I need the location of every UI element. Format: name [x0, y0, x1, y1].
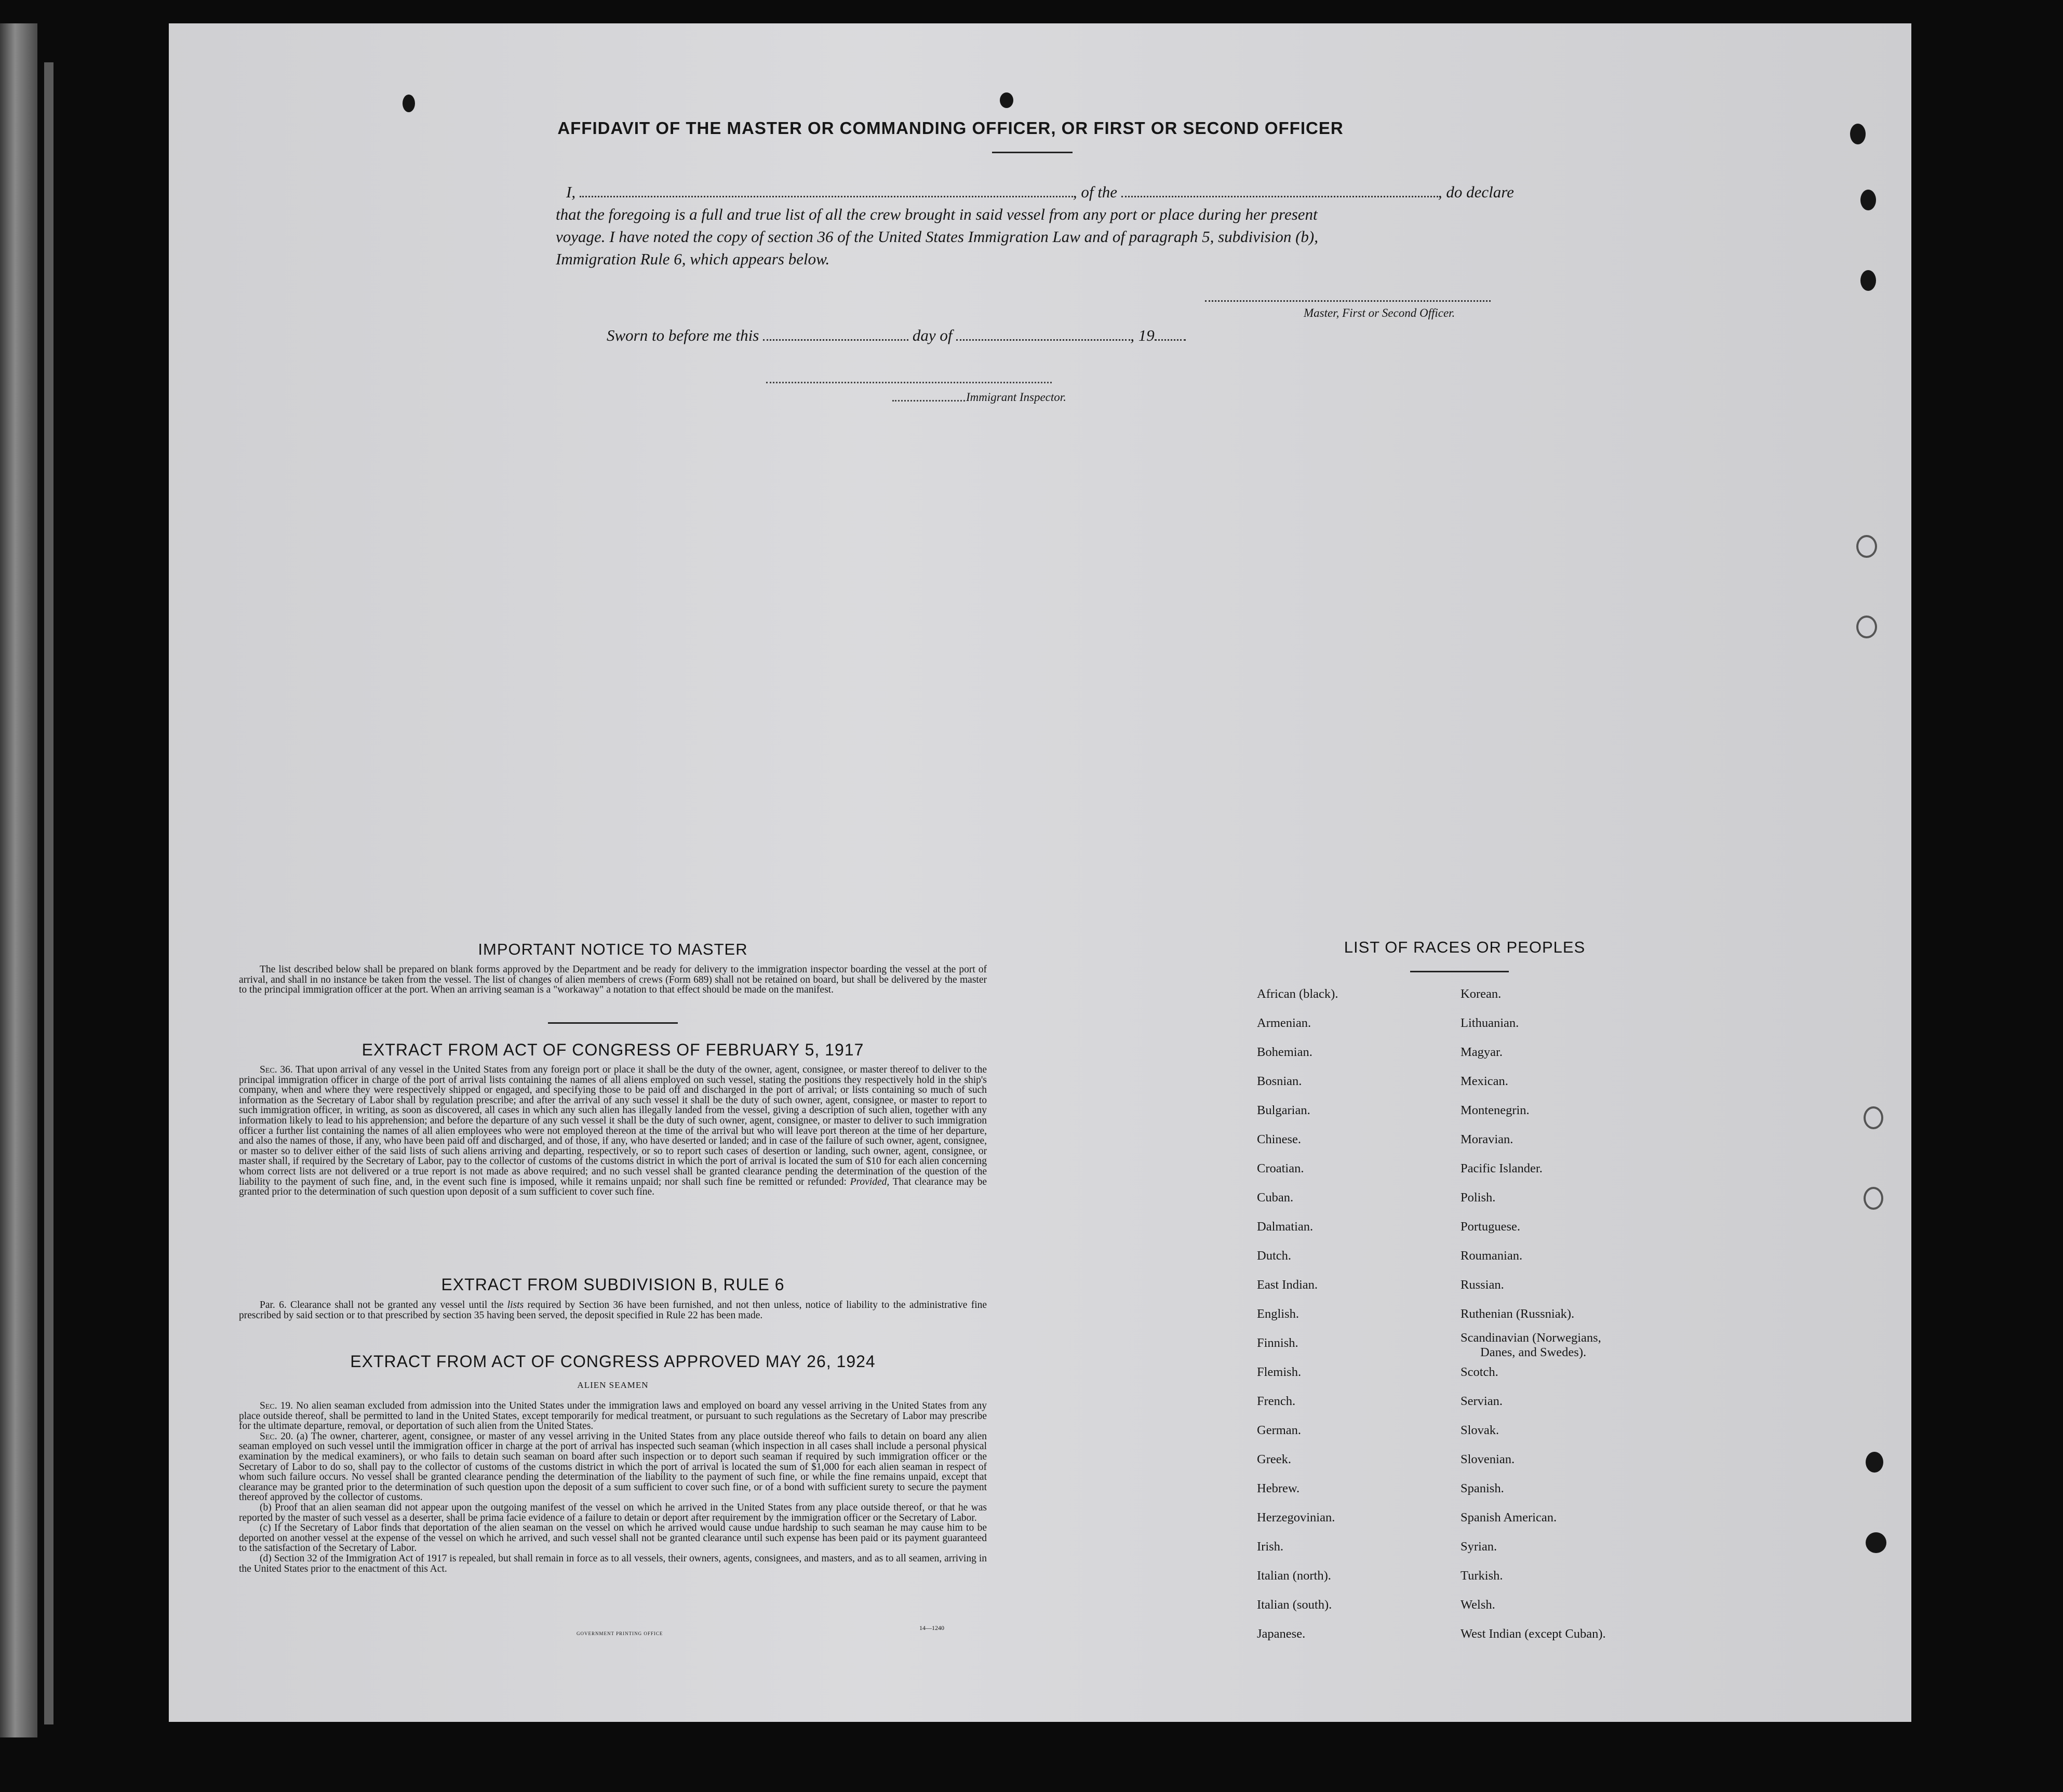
race-item: Spanish American.	[1461, 1510, 1557, 1524]
punch-hole	[1860, 270, 1876, 291]
punch-hole	[403, 95, 415, 112]
sworn-day-blank	[763, 337, 908, 341]
sec-19-label: Sec. 19.	[260, 1400, 293, 1411]
race-item: Portuguese.	[1461, 1220, 1520, 1234]
sworn-prefix: Sworn to before me this	[607, 326, 759, 344]
extract-rule6-body	[239, 1300, 987, 1320]
printing-office-imprint: GOVERNMENT PRINTING OFFICE	[577, 1631, 663, 1636]
inspector-label: Immigrant Inspector.	[966, 391, 1066, 404]
title-rule	[992, 152, 1073, 153]
race-item: Bulgarian.	[1257, 1103, 1310, 1117]
punch-hole	[1856, 535, 1877, 558]
race-item: Finnish.	[1257, 1336, 1298, 1350]
race-item: West Indian (except Cuban).	[1461, 1627, 1606, 1641]
notice-title: IMPORTANT NOTICE TO MASTER	[478, 940, 748, 958]
race-item: Irish.	[1257, 1540, 1284, 1554]
form-code: 14—1240	[919, 1624, 944, 1631]
punch-hole	[1856, 616, 1877, 638]
race-item: Scandinavian (Norwegians,	[1461, 1331, 1601, 1345]
extract-1917-title: EXTRACT FROM ACT OF CONGRESS OF FEBRUARY 5, 1917	[361, 1040, 864, 1059]
sec-19-text: No alien seaman excluded from admission into the United States under the immigration laws and employed on board any vessel arriving in the United States from any place outside thereof, shall be permitted to land in the United States, except temporarily for medical treatment, or pursuant to such regulations as the Secretary of Labor may prescribe for the ultimate departure, removal, or deportation of such alien from the United States.	[239, 1400, 987, 1432]
race-item: Turkish.	[1461, 1569, 1503, 1583]
race-item: English.	[1257, 1307, 1299, 1321]
race-item: Montenegrin.	[1461, 1103, 1530, 1117]
extract-1917-body	[239, 1065, 987, 1197]
race-item: Greek.	[1257, 1452, 1291, 1466]
sec-20c-text: (c) If the Secretary of Labor finds that deportation of the alien seaman on the vessel on which he arrived would cause undue hardship to such seaman he may cause him to be deported on another vessel at the expense of the vessel on which he arrived, and such vessel shall not be granted clearance until such expense has been paid or its payment guaranteed to the satisfaction of the Secretary of Labor.	[239, 1522, 987, 1554]
extract-rule6-title: EXTRACT FROM SUBDIVISION B, RULE 6	[441, 1275, 785, 1294]
race-item: Herzegovinian.	[1257, 1510, 1335, 1524]
race-item: Italian (south).	[1257, 1598, 1332, 1612]
sec-20b-text: (b) Proof that an alien seaman did not appear upon the outgoing manifest of the vessel on which he arrived in the United States from any place outside thereof, or that he was reported by the master of such vessel as a deserter, shall be prima facie evidence of a failure to detain or deport after requirement by the immigration officer or the Secretary of Labor.	[239, 1502, 987, 1523]
race-item: East Indian.	[1257, 1278, 1318, 1292]
rule6-lists: lists	[507, 1300, 524, 1310]
section-rule	[548, 1022, 678, 1024]
race-item: Slovak.	[1461, 1423, 1499, 1437]
master-signature-line	[1205, 300, 1491, 302]
sworn-day-of: day of	[912, 326, 953, 344]
race-item: Scotch.	[1461, 1365, 1498, 1379]
page-left-edge	[0, 23, 37, 1737]
sec-20-label: Sec. 20.	[260, 1430, 293, 1442]
punch-hole	[1850, 124, 1866, 144]
rule6-text-b: required by Section 36 have been furnished, and not then unless, notice of liability to the administrative fine prescribed by said section or to that prescribed by section 35 having been served, the deposit specified in Rule 22 has been made.	[239, 1300, 987, 1321]
race-item: French.	[1257, 1394, 1296, 1408]
race-item: Dutch.	[1257, 1249, 1291, 1263]
race-item: Mexican.	[1461, 1074, 1508, 1088]
race-item: Welsh.	[1461, 1598, 1495, 1612]
punch-hole	[1864, 1106, 1883, 1129]
affidavit-i: I,	[566, 183, 576, 201]
race-item: Magyar.	[1461, 1045, 1503, 1059]
affidavit-declaration-line	[566, 183, 1514, 202]
race-item: Dalmatian.	[1257, 1220, 1314, 1234]
rule6-text-a: Par. 6. Clearance shall not be granted any vessel until the	[260, 1300, 504, 1310]
race-item: Pacific Islander.	[1461, 1161, 1543, 1175]
affidavit-line-2: that the foregoing is a full and true list of all the crew brought in said vessel from any port or place during her present	[556, 205, 1318, 223]
race-item: Ruthenian (Russniak).	[1461, 1307, 1575, 1321]
race-item: Lithuanian.	[1461, 1016, 1519, 1030]
race-item: Korean.	[1461, 987, 1502, 1001]
race-item: Moravian.	[1461, 1132, 1513, 1146]
inspector-leader-dots	[892, 400, 965, 402]
notice-paragraph: The list described below shall be prepared on blank forms approved by the Department and be ready for delivery to the immigration inspector boarding the vessel at the port of arrival, and shall in no instance be taken from the vessel. The list of changes of alien members of crews (Form 689) shall not be retained on board, but shall be delivered by the master to the principal immigration officer at the port. When an arriving seaman is a "workaway" a notation to that effect should be made on the manifest.	[239, 964, 987, 996]
sec-36-label: Sec. 36.	[260, 1064, 293, 1075]
sec-36-text: That upon arrival of any vessel in the United States from any foreign port or place it shall be the duty of the owner, agent, consignee, or master thereof to deliver to the principal immigration officer in charge of the port of arrival lists containing the names of all aliens employed on such vessel, stating the positions they respectively hold in the ship's company, when and where they were respectively shipped or engaged, and specifying those to be paid off and discharged in the port of arrival; or lists containing so much of such information as the Secretary of Labor shall by regulation prescribe; and after the arrival of any such vessel it shall be the duty of such owner, agent, consignee, or master to report to such immigration officer, in writing, as soon as discovered, all cases in which any such alien has illegally landed from the vessel, giving a description of such alien, together with any information likely to lead to his apprehension; and before the departure of any such vessel it shall be the duty of such owner, agent, consignee, or master to deliver to such immigration officer a further list containing the names of all alien employees who were not employed thereon at the time of the arrival but who will leave port thereon at the time of her departure, and also the names of those, if any, who have been paid off and discharged, and of those, if any, who have deserted or landed; and in case of the failure of such owner, agent, consignee, or master so to deliver either of the said lists of such aliens arriving and departing, respectively, or so to report such cases of desertion or landing, such owner, agent, consignee, or master shall, if required by the Secretary of Labor, pay to the collector of customs of the customs district in which the port of arrival is located the sum of $10 for each alien concerning whom correct lists are not delivered or a true report is not made as above required; and no such vessel shall be granted clearance pending the determination of the question of the liability to the payment of such fine, and, in the event such fine is imposed, while it remains unpaid; nor shall such fine be remitted or refunded:	[239, 1064, 987, 1187]
punch-hole	[1000, 92, 1013, 108]
race-item: Roumanian.	[1461, 1249, 1523, 1263]
scan-background	[1911, 10, 2063, 1776]
race-item: Syrian.	[1461, 1540, 1497, 1554]
affidavit-declare: , do declare	[1438, 183, 1514, 201]
sec-20d-text: (d) Section 32 of the Immigration Act of 1917 is repealed, but shall remain in force as to all vessels, their owners, agents, consignees, and masters, and as to all seamen, arriving in the United States prior to the enactment of this Act.	[239, 1553, 987, 1574]
affidavit-title: AFFIDAVIT OF THE MASTER OR COMMANDING OFFICER, OR FIRST OR SECOND OFFICER	[557, 118, 1344, 138]
punch-hole	[1864, 1187, 1883, 1210]
sworn-month-blank	[956, 337, 1130, 341]
race-item: Spanish.	[1461, 1481, 1504, 1495]
races-title: LIST OF RACES OR PEOPLES	[1344, 938, 1586, 956]
race-item: Russian.	[1461, 1278, 1504, 1292]
races-rule	[1410, 971, 1509, 972]
notice-body	[239, 965, 987, 995]
punch-hole	[1860, 190, 1876, 210]
inspector-signature-line	[766, 382, 1052, 383]
sworn-year-blank	[1155, 337, 1186, 341]
affidavit-line-3: voyage. I have noted the copy of section 36 of the United States Immigration Law and of paragraph 5, subdivision (b),	[556, 228, 1318, 246]
affidavit-line-4: Immigration Rule 6, which appears below.	[556, 250, 830, 268]
affidavit-of-the: , of the	[1073, 183, 1118, 201]
master-signature-label: Master, First or Second Officer.	[1304, 306, 1455, 319]
race-item: Cuban.	[1257, 1191, 1294, 1205]
race-item: Croatian.	[1257, 1161, 1304, 1175]
race-item: African (black).	[1257, 987, 1338, 1001]
sworn-line	[607, 326, 1186, 345]
race-item: Bosnian.	[1257, 1074, 1302, 1088]
extract-1924-body	[239, 1401, 987, 1574]
race-item: Hebrew.	[1257, 1481, 1300, 1495]
race-item: Servian.	[1461, 1394, 1503, 1408]
sec-20a-text: (a) The owner, charterer, agent, consignee, or master of any vessel arriving in the United States from any place outside thereof who fails to detain on board any alien seaman employed on such vessel until the immigration officer in charge at the port of arrival has inspected such seaman (which inspection in all cases shall include a personal physical examination by the medical examiners), or who fails to detain such seaman on board after such inspection or to deport such seaman if required by such immigration officer or the Secretary of Labor to do so, shall pay to the collector of customs of the customs district in which the port of arrival is located the sum of $1,000 for each alien seaman in respect of whom such failure occurs. No vessel shall be granted clearance pending the determination of the liability to the payment of such fine, or while the fine remains unpaid, except that clearance may be granted prior to the determination of such question upon the deposit of a sum sufficient to cover such fine, or of a bond with sufficient surety to secure the payment thereof approved by the collector of customs.	[239, 1430, 987, 1503]
race-item: Polish.	[1461, 1191, 1496, 1205]
extract-1924-title: EXTRACT FROM ACT OF CONGRESS APPROVED MAY 26, 1924	[350, 1352, 876, 1371]
sworn-year: , 19	[1130, 326, 1155, 344]
race-item: Flemish.	[1257, 1365, 1302, 1379]
race-item: Armenian.	[1257, 1016, 1311, 1030]
race-item: Chinese.	[1257, 1132, 1302, 1146]
race-item: Slovenian.	[1461, 1452, 1515, 1466]
race-item: Italian (north).	[1257, 1569, 1331, 1583]
provided-word: Provided,	[850, 1176, 890, 1187]
race-item: Bohemian.	[1257, 1045, 1312, 1059]
page-binding-strip	[44, 62, 53, 1724]
race-item: Japanese.	[1257, 1627, 1306, 1641]
punch-hole	[1866, 1532, 1886, 1553]
vessel-blank	[1121, 194, 1438, 197]
punch-hole	[1866, 1452, 1883, 1473]
race-item: German.	[1257, 1423, 1302, 1437]
alien-seamen-subtitle: ALIEN SEAMEN	[577, 1380, 649, 1390]
name-blank	[580, 194, 1073, 197]
sec-36-tail: That clearance may be granted prior to the determination of such question upon deposit of a sum sufficient to cover such fine.	[239, 1176, 987, 1198]
race-item-continued: Danes, and Swedes).	[1480, 1345, 1587, 1359]
